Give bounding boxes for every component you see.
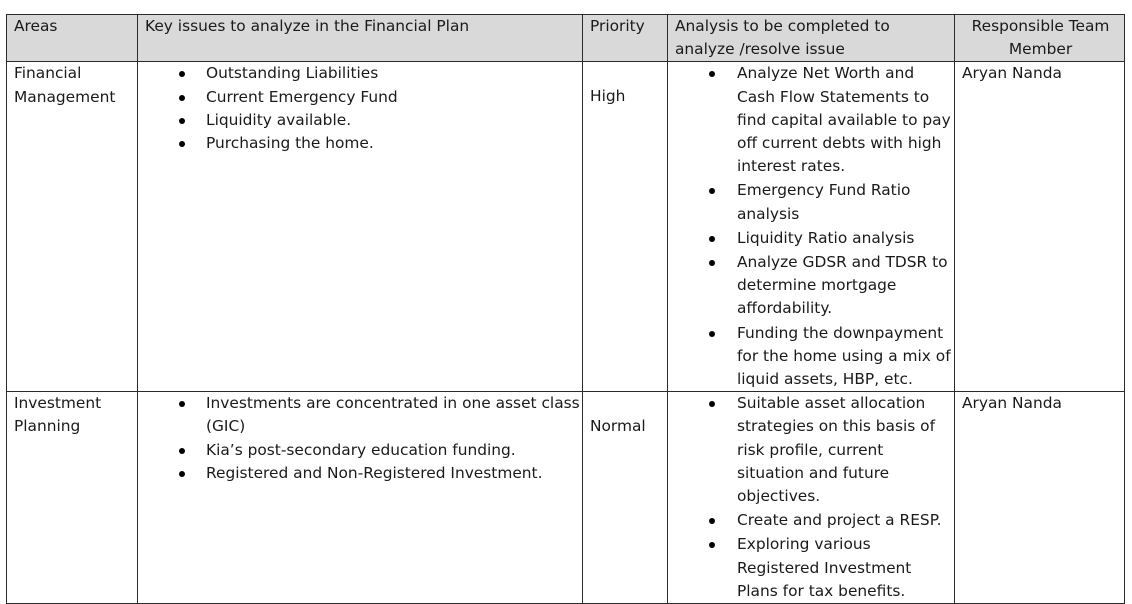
list-item: Suitable asset allocation strategies on this basis of risk profile, current situation and future objectives. [675, 392, 954, 508]
list-item: Liquidity Ratio analysis [675, 227, 954, 250]
header-row [7, 15, 1125, 62]
issues-list [145, 62, 582, 155]
list-item: Create and project a RESP. [675, 509, 954, 532]
list-item: Exploring various Registered Investment Plans for tax benefits. [675, 533, 954, 603]
area-cell: Financial Management [7, 62, 138, 392]
table-row [7, 62, 1125, 392]
list-item: Emergency Fund Ratio analysis [675, 179, 954, 225]
priority-value: Normal [590, 417, 646, 436]
table-row [7, 392, 1125, 604]
priority-cell [583, 62, 668, 392]
member-cell: Aryan Nanda [955, 392, 1125, 604]
list-item: Kia’s post-secondary education funding. [145, 439, 582, 462]
header-member: Responsible Team Member [955, 15, 1125, 62]
financial-plan-table [6, 14, 1125, 604]
issues-cell [138, 392, 583, 604]
list-item: Liquidity available. [145, 109, 582, 132]
list-item: Registered and Non-Registered Investment. [145, 462, 582, 485]
list-item: Purchasing the home. [145, 132, 582, 155]
list-item: Investments are concentrated in one asset class (GIC) [145, 392, 582, 438]
area-cell: Investment Planning [7, 392, 138, 604]
issues-list [145, 392, 582, 485]
list-item: Analyze Net Worth and Cash Flow Statements to find capital available to pay off current debts with high interest rates. [675, 62, 954, 178]
priority-cell [583, 392, 668, 604]
member-cell: Aryan Nanda [955, 62, 1125, 392]
analysis-list [675, 392, 954, 603]
list-item: Analyze GDSR and TDSR to determine mortgage affordability. [675, 251, 954, 321]
priority-value: High [590, 87, 626, 106]
header-priority: Priority [583, 15, 668, 62]
issues-cell [138, 62, 583, 392]
header-areas: Areas [7, 15, 138, 62]
header-analysis: Analysis to be completed to analyze /resolve issue [668, 15, 955, 62]
list-item: Current Emergency Fund [145, 86, 582, 109]
analysis-list [675, 62, 954, 391]
analysis-cell [668, 392, 955, 604]
list-item: Outstanding Liabilities [145, 62, 582, 85]
header-issues: Key issues to analyze in the Financial Plan [138, 15, 583, 62]
analysis-cell [668, 62, 955, 392]
list-item: Funding the downpayment for the home using a mix of liquid assets, HBP, etc. [675, 322, 954, 392]
